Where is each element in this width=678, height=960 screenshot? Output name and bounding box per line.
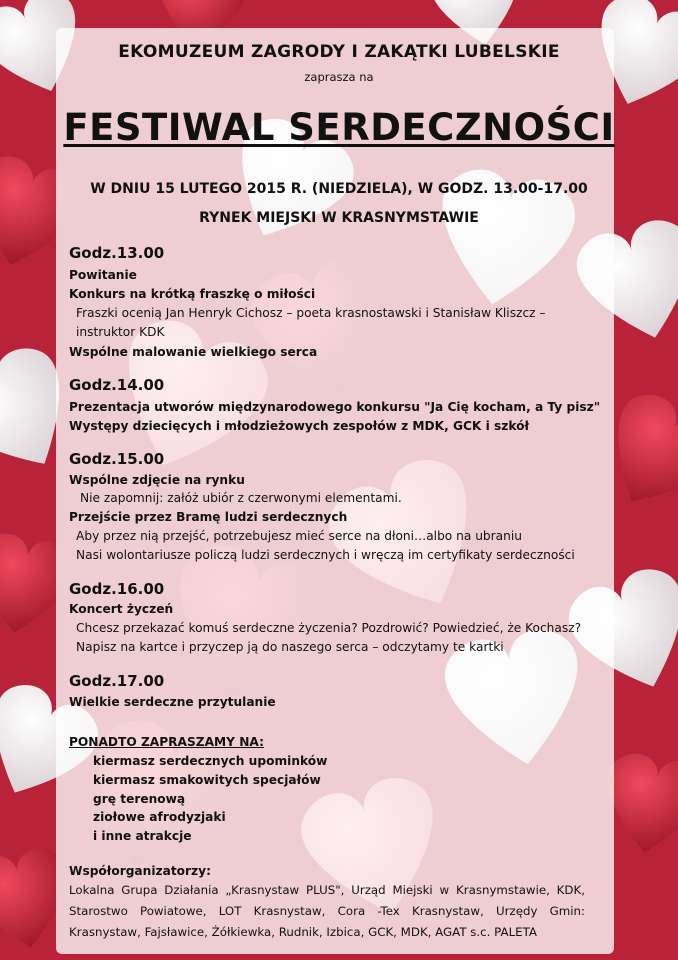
h13-contest: Konkurs na krótką fraszkę o miłości bbox=[69, 287, 316, 301]
h15-photo-note: Nie zapomnij: załóż ubiór z czerwonymi elementami. bbox=[80, 491, 402, 505]
h13-jury-note: Fraszki ocenią Jan Henryk Cichosz – poeta krasnostawski i Stanisław Kliszcz – bbox=[76, 306, 546, 320]
coorganizers-heading: Współorganizatorzy: bbox=[69, 864, 211, 878]
h13-painting: Wspólne malowanie wielkiego serca bbox=[69, 345, 318, 359]
extras-heading: PONADTO ZAPRASZAMY NA: bbox=[69, 735, 264, 749]
event-date: W DNIU 15 LUTEGO 2015 R. (NIEDZIELA), W GODZ. 13.00-17.00 bbox=[90, 181, 588, 197]
h13-welcome: Powitanie bbox=[69, 268, 137, 282]
h15-gate: Przejście przez Bramę ludzi serdecznych bbox=[69, 510, 348, 524]
extras-item: grę terenową bbox=[93, 792, 186, 806]
extras-item: kiermasz serdecznych upominków bbox=[93, 754, 328, 768]
hour-16: Godz.16.00 bbox=[69, 580, 165, 598]
h14-performances: Występy dziecięcych i młodzieżowych zespołów z MDK, GCK i szkół bbox=[69, 419, 530, 433]
extras-item: kiermasz smakowitych specjałów bbox=[93, 773, 321, 787]
coorganizers-list: Lokalna Grupa Działania „Krasnystaw PLUS", Urząd Miejski w Krasnymstawie, KDK, Starostwo Powiatowe, LOT Krasnystaw, Cora -Tex Krasnystaw, Urzędy Gmin: Krasnystaw, Fajsławice, Żółkiewka, Rudnik, Izbica, GCK, MDK, AGAT s.c. PALETA bbox=[69, 883, 585, 939]
event-place: RYNEK MIEJSKI W KRASNYMSTAWIE bbox=[199, 210, 479, 226]
h16-card-note: Napisz na kartce i przyczep ją do naszego serca – odczytamy te kartki bbox=[76, 640, 504, 654]
h15-gate-note: Aby przez nią przejść, potrzebujesz mieć serce na dłoni…albo na ubraniu bbox=[76, 529, 522, 543]
hour-13: Godz.13.00 bbox=[69, 244, 165, 262]
hour-14: Godz.14.00 bbox=[69, 376, 165, 394]
h16-wishes-note: Chcesz przekazać komuś serdeczne życzenia? Pozdrowić? Powiedzieć, że Kochasz? bbox=[76, 621, 582, 635]
invitation-text: zaprasza na bbox=[304, 70, 374, 84]
h15-photo: Wspólne zdjęcie na rynku bbox=[69, 473, 245, 487]
extras-item: ziołowe afrodyzjaki bbox=[93, 810, 226, 824]
festival-title: FESTIWAL SERDECZNOŚCI bbox=[63, 106, 615, 149]
organizer-name: EKOMUZEUM ZAGRODY I ZAKĄTKI LUBELSKIE bbox=[118, 42, 560, 62]
h13-jury-note-cont: instruktor KDK bbox=[76, 325, 165, 339]
hour-17: Godz.17.00 bbox=[69, 672, 165, 690]
h16-concert: Koncert życzeń bbox=[69, 602, 174, 616]
extras-item: i inne atrakcje bbox=[93, 829, 192, 843]
h17-hugging: Wielkie serdeczne przytulanie bbox=[69, 695, 276, 709]
hour-15: Godz.15.00 bbox=[69, 450, 165, 468]
h15-volunteers-note: Nasi wolontariusze policzą ludzi serdecznych i wręczą im certyfikaty serdeczności bbox=[76, 548, 575, 562]
h14-presentation: Prezentacja utworów międzynarodowego konkursu "Ja Cię kocham, a Ty pisz" bbox=[69, 400, 601, 414]
